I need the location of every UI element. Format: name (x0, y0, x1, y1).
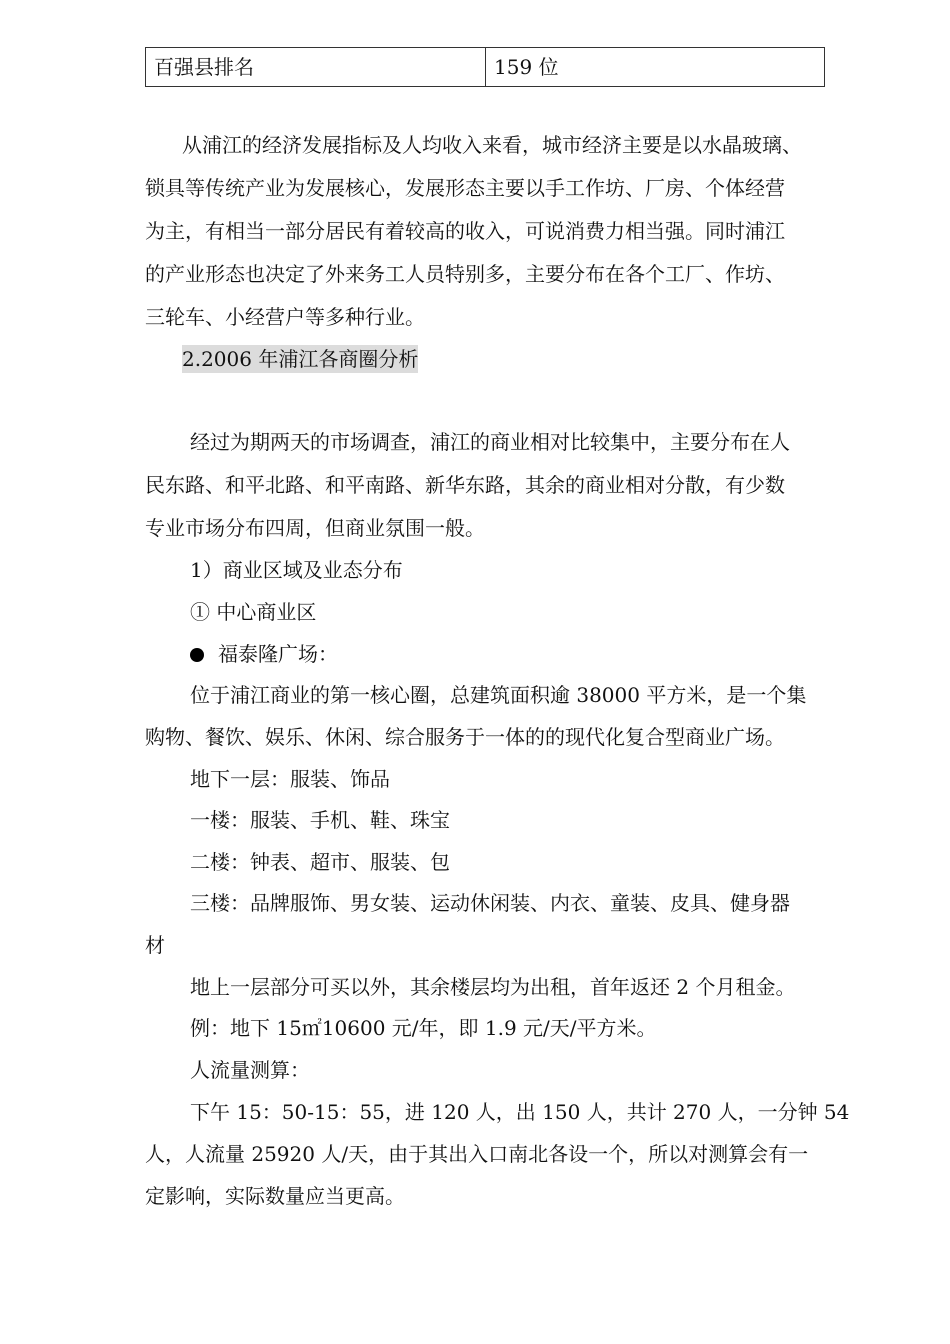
item-heading: ① 中心商业区 (190, 600, 317, 624)
paragraph-line: 的产业形态也决定了外来务工人员特别多，主要分布在各个工厂、作坊、 (145, 262, 785, 286)
bullet-heading-row (190, 640, 338, 668)
paragraph-line: 从浦江的经济发展指标及人均收入来看，城市经济主要是以水晶玻璃、 (182, 133, 802, 157)
paragraph-line: 锁具等传统产业为发展核心，发展形态主要以手工作坊、厂房、个体经营 (145, 176, 785, 200)
paragraph-line: 民东路、和平北路、和平南路、新华东路，其余的商业相对分散，有少数 (145, 473, 785, 497)
floor-line: 三楼：品牌服饰、男女装、运动休闲装、内衣、童装、皮具、健身器 (190, 891, 790, 915)
paragraph-line: 位于浦江商业的第一核心圈，总建筑面积逾 38000 平方米，是一个集 (190, 683, 807, 707)
floor-line: 一楼：服装、手机、鞋、珠宝 (190, 808, 450, 832)
paragraph-line: 购物、餐饮、娱乐、休闲、综合服务于一体的的现代化复合型商业广场。 (145, 725, 785, 749)
rent-note: 地上一层部分可买以外，其余楼层均为出租，首年返还 2 个月租金。 (190, 975, 796, 999)
floor-line: 地下一层：服装、饰品 (190, 767, 390, 791)
paragraph-line: 人，人流量 25920 人/天，由于其出入口南北各设一个，所以对测算会有一 (145, 1142, 809, 1166)
floor-line-wrap: 材 (145, 933, 165, 957)
section-heading: 2.2006 年浦江各商圈分析 (182, 347, 419, 371)
paragraph-line: 三轮车、小经营户等多种行业。 (145, 305, 425, 329)
table-cell-value: 159 位 (486, 48, 825, 87)
paragraph-line: 为主，有相当一部分居民有着较高的收入，可说消费力相当强。同时浦江 (145, 219, 785, 243)
paragraph-line: 定影响，实际数量应当更高。 (145, 1184, 405, 1208)
table-row (146, 48, 825, 87)
rent-example: 例：地下 15㎡10600 元/年，即 1.9 元/天/平方米。 (190, 1016, 657, 1040)
bullet-heading: 福泰隆广场： (218, 642, 338, 666)
paragraph-line: 专业市场分布四周，但商业氛围一般。 (145, 516, 485, 540)
paragraph-line: 下午 15：50-15：55，进 120 人，出 150 人，共计 270 人，一分钟 54 (190, 1100, 850, 1124)
bullet-icon (190, 648, 204, 662)
table-cell-label: 百强县排名 (146, 48, 486, 87)
traffic-heading: 人流量测算： (190, 1058, 310, 1082)
ranking-table (145, 47, 825, 87)
floor-line: 二楼：钟表、超市、服装、包 (190, 850, 450, 874)
sub-heading: 1）商业区域及业态分布 (190, 558, 403, 582)
paragraph-line: 经过为期两天的市场调查，浦江的商业相对比较集中，主要分布在人 (190, 430, 790, 454)
